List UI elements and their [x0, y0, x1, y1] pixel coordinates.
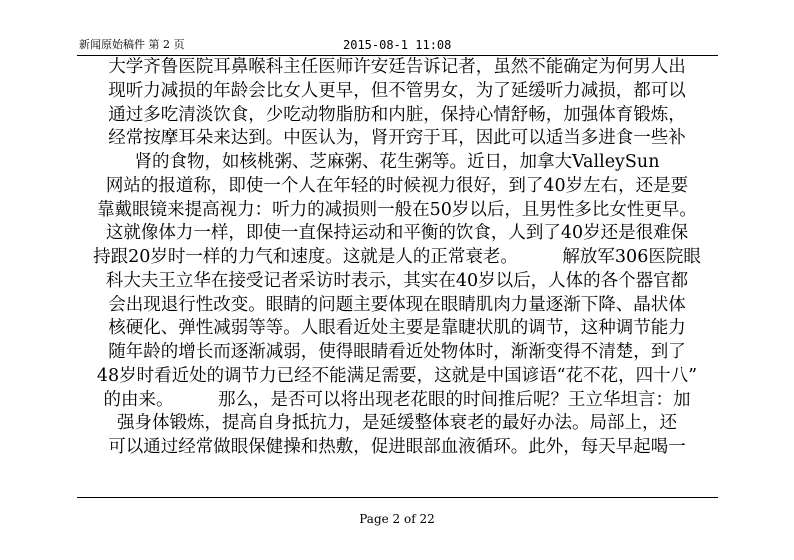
- body-line: 这就像体力一样，即使一直保持运动和平衡的饮食，人到了40岁还是很难保: [105, 223, 689, 244]
- body-line: 经常按摩耳朵来达到。中医认为，肾开窍于耳，因此可以适当多进食一些补: [108, 128, 686, 149]
- body-line: 科大夫王立华在接受记者采访时表示，其实在40岁以后，人体的各个器官都: [105, 270, 689, 291]
- header-title: 新闻原始稿件 第 2 页: [79, 38, 185, 51]
- footer-divider: [77, 497, 718, 498]
- body-line: 大学齐鲁医院耳鼻喉科主任医师许安廷告诉记者，虽然不能确定为何男人出: [108, 57, 686, 77]
- body-line: 网站的报道称，即使一个人在年轻的时候视力很好，到了40岁左右，还是要: [105, 175, 689, 196]
- body-line: 可以通过经常做眼保健操和热敷，促进眼部血液循环。此外，每天早起喝一: [108, 437, 686, 457]
- body-line: 48岁时看近处的调节力已经不能满足需要，这就是中国谚语“花不花，四十八”: [96, 365, 698, 386]
- header-datetime: 2015-08-1 11:08: [343, 38, 452, 52]
- body-line: 核硬化、弹性减弱等等。人眼看近处主要是靠睫状肌的调节，这种调节能力: [108, 318, 686, 339]
- body-line: 持跟20岁时一样的力气和速度。这就是人的正常衰老。 解放军306医院眼: [93, 247, 701, 267]
- body-line: 靠戴眼镜来提高视力：听力的减损则一般在50岁以后，且男性多比女性更早。: [97, 199, 697, 220]
- body-line: 强身体锻炼，提高自身抵抗力，是延缓整体衰老的最好办法。局部上，还: [117, 413, 677, 434]
- body-line: 会出现退行性改变。眼睛的问题主要体现在眼睛肌肉力量逐渐下降、晶状体: [108, 294, 686, 315]
- body-line: 随年龄的增长而逐渐减弱，使得眼睛看近处物体时，渐渐变得不清楚，到了: [108, 342, 686, 362]
- article-body: [62, 56, 732, 460]
- body-line: 肾的食物，如核桃粥、芝麻粥、花生粥等。近日，加拿大ValleySun: [134, 152, 660, 172]
- body-line: 的由来。 那么，是否可以将出现老花眼的时间推后呢？王立华坦言：加: [103, 389, 691, 410]
- body-line: 现听力减损的年龄会比女人更早，但不管男女，为了延缓听力减损，都可以: [108, 80, 686, 101]
- body-line: 通过多吃清淡饮食，少吃动物脂肪和内脏，保持心情舒畅，加强体育锻炼，: [108, 104, 686, 125]
- page-number: Page 2 of 22: [359, 512, 435, 526]
